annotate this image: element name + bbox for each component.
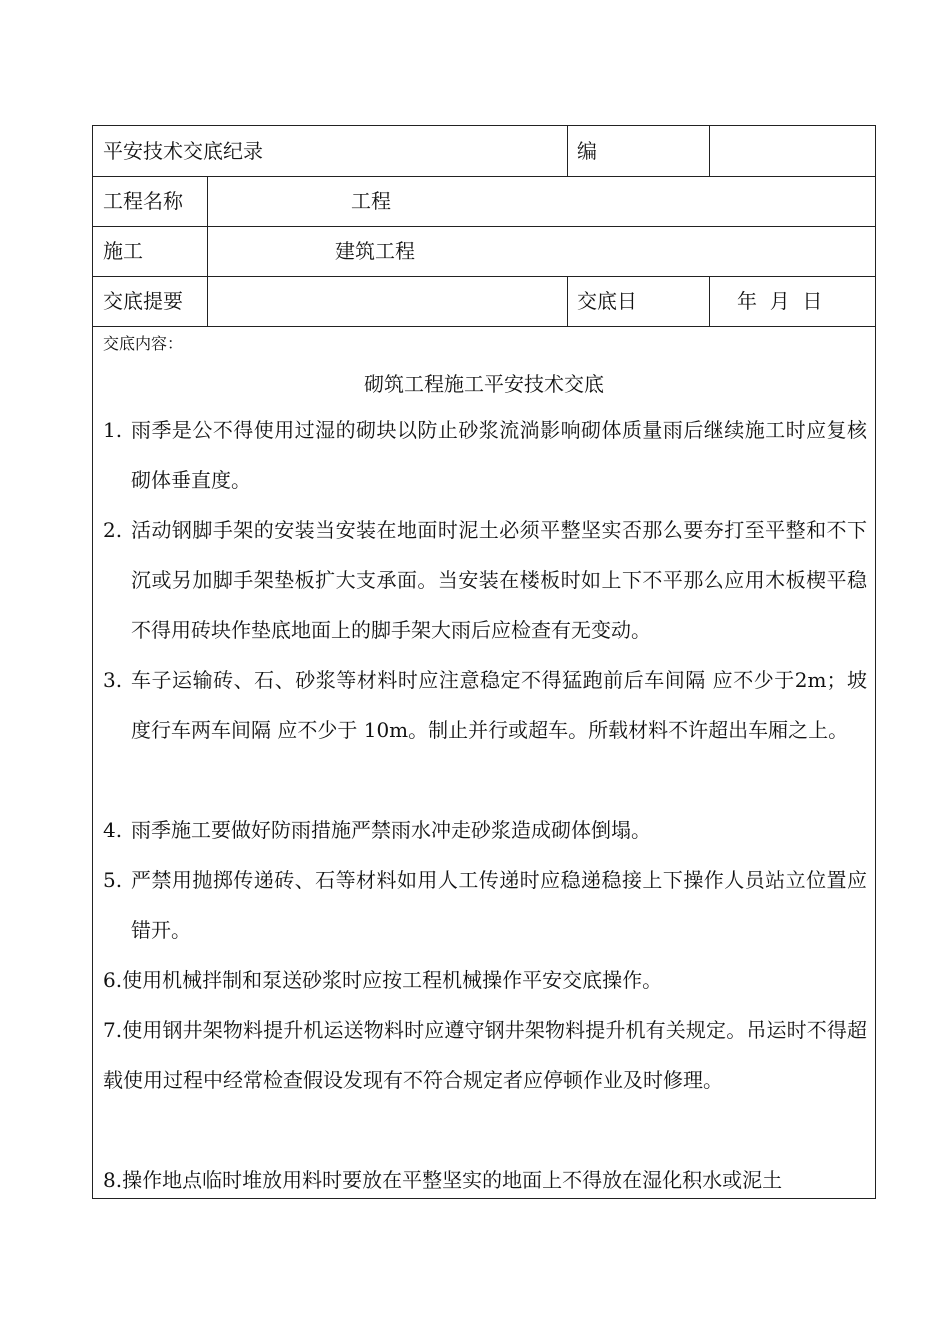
list-item xyxy=(103,1155,867,1199)
list-item xyxy=(103,405,867,505)
row-divider xyxy=(93,176,875,177)
list-item xyxy=(103,805,867,855)
project-name-label: 工程名称 xyxy=(103,189,183,213)
list-item xyxy=(103,855,867,955)
item-number: 3. xyxy=(103,668,123,692)
item-text: 8.操作地点临时堆放用料时要放在平整坚实的地面上不得放在湿化积水或泥土 xyxy=(103,1168,783,1192)
safety-briefing-form xyxy=(92,125,876,1199)
item-number: 4. xyxy=(103,818,123,842)
column-divider xyxy=(567,126,568,176)
date-value[interactable]: 年 月 日 xyxy=(737,289,823,313)
item-text: 7.使用钢井架物料提升机运送物料时应遵守钢井架物料提升机有关规定。吊运时不得超载使用过程中经常检查假设发现有不符合规定者应停顿作业及时修理。 xyxy=(103,1018,867,1092)
construction-label: 施工 xyxy=(103,239,143,263)
row-divider xyxy=(93,276,875,277)
column-divider xyxy=(567,276,568,326)
item-text: 雨季是公不得使用过湿的砌块以防止砂浆流淌影响砌体质量雨后继续施工时应复核砌体垂直度。 xyxy=(131,418,867,492)
project-name-value[interactable]: 工程 xyxy=(351,189,391,213)
column-divider xyxy=(709,276,710,326)
item-text: 活动钢脚手架的安装当安装在地面时泥土必须平整坚实否那么要夯打至平整和不下沉或另加脚手架垫板扩大支承面。当安装在楼板时如上下不平那么应用木板楔平稳不得用砖块作垫底地面上的脚手架大雨后应检查有无变动。 xyxy=(131,518,867,642)
content-title: 砌筑工程施工平安技术交底 xyxy=(364,372,604,396)
row-divider xyxy=(93,326,875,327)
column-divider xyxy=(709,126,710,176)
item-text: 车子运输砖、石、砂浆等材料时应注意稳定不得猛跑前后车间隔 应不少于2m；坡度行车两车间隔 应不少于 10m。制止并行或超车。所载材料不许超出车厢之上。 xyxy=(131,668,867,742)
column-divider xyxy=(207,176,208,326)
summary-label: 交底提要 xyxy=(103,289,183,313)
list-item xyxy=(103,505,867,655)
code-label: 编 xyxy=(577,139,597,163)
date-label: 交底日 xyxy=(577,289,637,313)
list-item xyxy=(103,1005,867,1105)
content-label: 交底内容： xyxy=(103,334,184,353)
item-number: 2. xyxy=(103,518,123,542)
record-title: 平安技术交底纪录 xyxy=(103,139,263,163)
item-text: 雨季施工要做好防雨措施严禁雨水冲走砂浆造成砌体倒塌。 xyxy=(131,818,651,842)
item-text: 6.使用机械拌制和泵送砂浆时应按工程机械操作平安交底操作。 xyxy=(103,968,663,992)
construction-value[interactable]: 建筑工程 xyxy=(335,239,415,263)
item-number: 5. xyxy=(103,868,123,892)
row-divider xyxy=(93,226,875,227)
list-item xyxy=(103,955,867,1005)
item-number: 1. xyxy=(103,418,123,442)
item-text: 严禁用抛掷传递砖、石等材料如用人工传递时应稳递稳接上下操作人员站立位置应错开。 xyxy=(131,868,867,942)
list-item xyxy=(103,655,867,755)
